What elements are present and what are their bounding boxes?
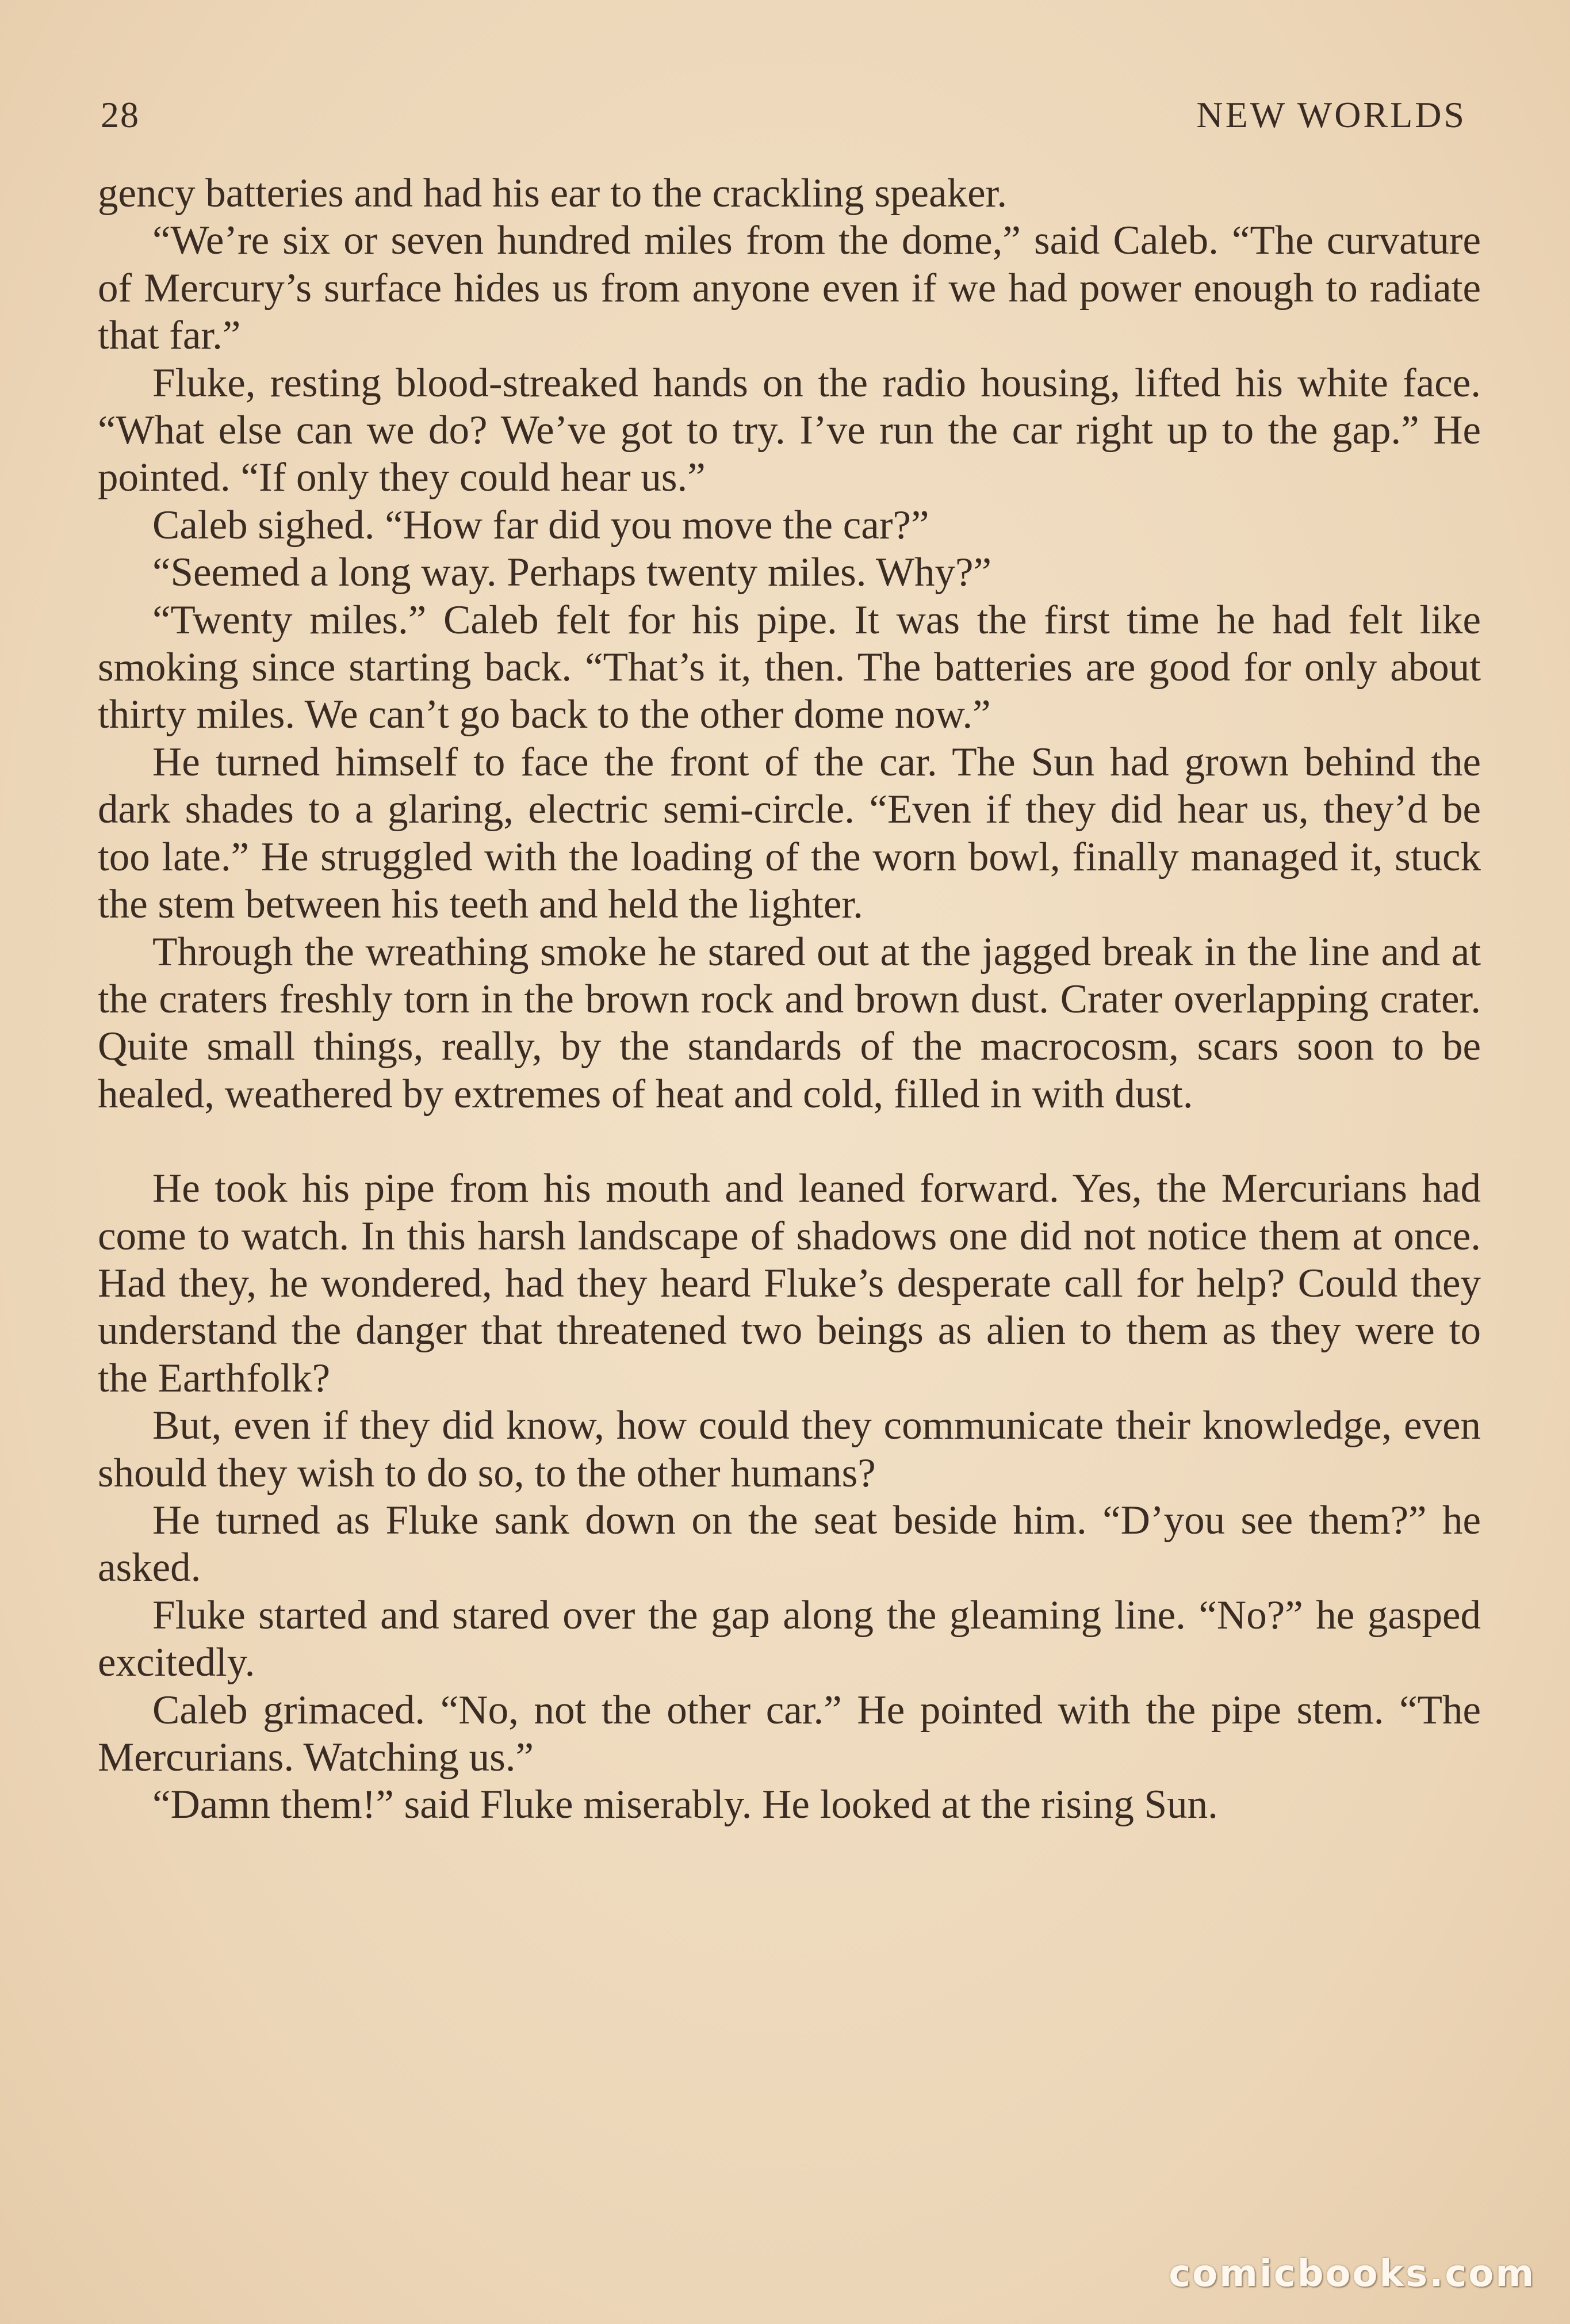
paragraph: “Damn them!” said Fluke miserably. He looked at the rising Sun. — [152, 1782, 1218, 1828]
running-head: NEW WORLDS — [1196, 94, 1466, 135]
paragraph: “Twenty miles.” Caleb felt for his pipe. It was the first time he had felt like smoking since starting back. “That’s it, then. The batteries are good for only about thirty miles. We can’t go back to the other dome now.” — [98, 597, 1481, 737]
paragraph: Fluke, resting blood-streaked hands on the radio housing, lifted his white face. “What else can we do? We’ve got to try. I’ve run the car right up to the gap.” He pointed. “If only they could hear us.” — [98, 360, 1481, 500]
paragraph: gency batteries and had his ear to the crackling speaker. — [98, 171, 1008, 216]
paragraph: But, even if they did know, how could they communicate their knowledge, even should they wish to do so, to the other humans? — [98, 1403, 1481, 1496]
paragraph: Fluke started and stared over the gap along the gleaming line. “No?” he gasped excitedly. — [98, 1592, 1481, 1685]
page-number: 28 — [101, 94, 140, 135]
paragraph: Through the wreathing smoke he stared out at the jagged break in the line and at the craters freshly torn in the brown rock and brown dust. Crater overlapping crater. Quite small things, really, by the standards of the macrocosm, scars soon to be healed, weathered by extremes of heat and cold, filled in with dust. — [98, 929, 1481, 1117]
paragraph: He turned himself to face the front of the car. The Sun had grown behind the dark shades to a glaring, electric semi-circle. “Even if they did hear us, they’d be too late.” He struggled with the loading of the worn bowl, finally managed it, stuck the stem between his teeth and held the lighter. — [98, 739, 1481, 927]
paragraph: Caleb sighed. “How far did you move the car?” — [152, 502, 929, 548]
watermark: comicbooks.com — [1169, 2253, 1535, 2295]
page-header — [101, 86, 1466, 144]
paragraph: He took his pipe from his mouth and leaned forward. Yes, the Mercurians had come to watch. In this harsh landscape of shadows one did not notice them at once. Had they, he wondered, had they heard Fluke’s desperate call for help? Could they understand the danger that threatened two beings as alien to them as they were to the Earthfolk? — [98, 1166, 1481, 1401]
paragraph: He turned as Fluke sank down on the seat beside him. “D’you see them?” he asked. — [98, 1497, 1481, 1591]
paragraph: Caleb grimaced. “No, not the other car.” He pointed with the pipe stem. “The Mercurians. Watching us.” — [98, 1687, 1481, 1780]
paragraph: “Seemed a long way. Perhaps twenty miles. Why?” — [152, 550, 992, 595]
paragraph: “We’re six or seven hundred miles from the dome,” said Caleb. “The curvature of Mercury’s surface hides us from anyone even if we had power enough to radiate that far.” — [98, 218, 1481, 358]
body-text — [98, 170, 1481, 1829]
